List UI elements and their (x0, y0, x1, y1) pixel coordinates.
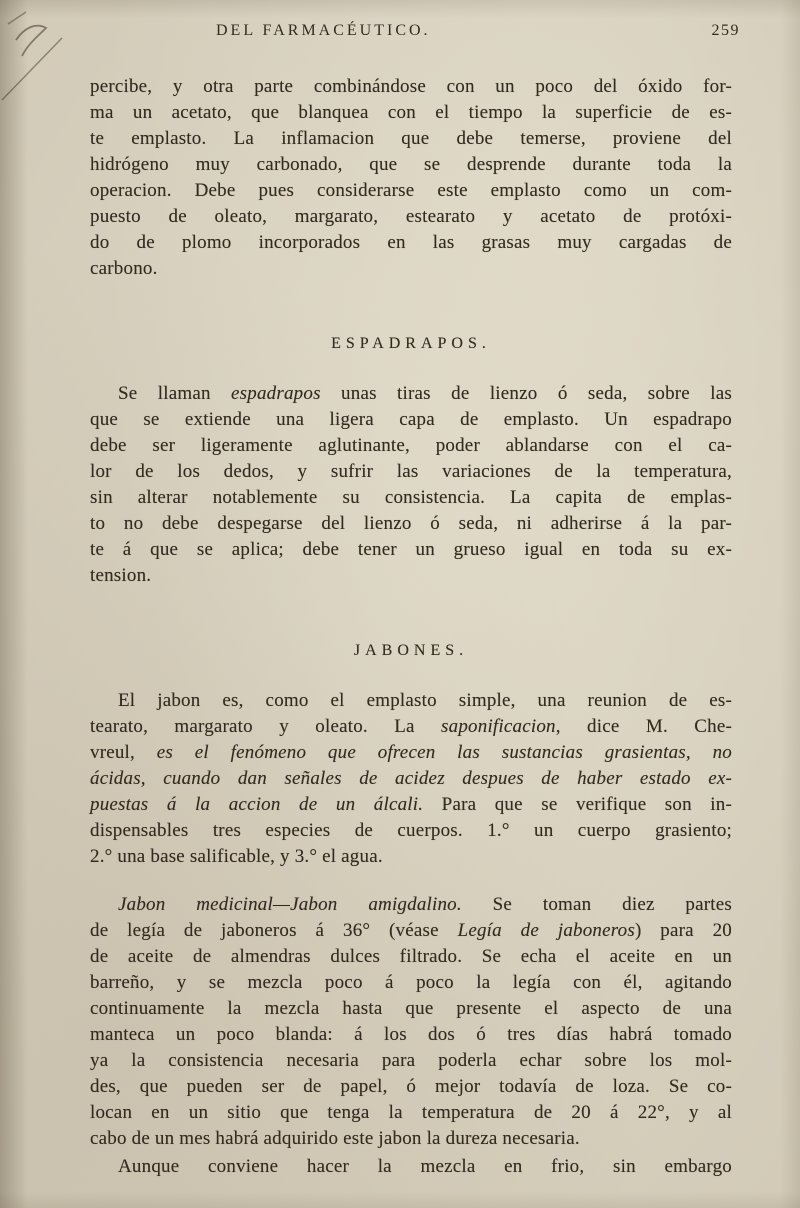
text-line (90, 792, 732, 818)
text-line (90, 688, 732, 714)
italic-text-segment: Jabon medicinal—Jabon amigdalino. (118, 894, 462, 915)
text-segment: que se extiende una ligera capa de emplasto. Un espadrapo (90, 409, 732, 430)
text-segment: percibe, y otra parte combinándose con un poco del óxido for- (90, 76, 732, 97)
text-line (90, 714, 732, 740)
text-line (90, 126, 732, 152)
text-line (90, 407, 732, 433)
text-segment: operacion. Debe pues considerarse este emplasto como un com- (90, 180, 732, 201)
text-line (90, 204, 732, 230)
text-line (90, 381, 732, 407)
text-segment: cabo de un mes habrá adquirido este jabon la dureza necesaria. (90, 1128, 580, 1149)
text-segment: tearato, margarato y oleato. La (90, 716, 442, 737)
italic-text-segment: saponificacion (441, 716, 556, 737)
text-segment: Aunque conviene hacer la mezcla en frio, sin embargo (118, 1156, 732, 1177)
italic-text-segment: es el fenómeno que ofrecen las sustancias grasientas, no (156, 742, 732, 763)
paragraph-emplasto (90, 74, 732, 282)
paragraph-aunque (90, 1154, 732, 1180)
text-line (90, 1154, 732, 1180)
text-line (90, 563, 732, 589)
text-segment: tension. (90, 565, 152, 586)
text-line (90, 511, 732, 537)
italic-text-segment: Legía de jaboneros (457, 920, 635, 941)
text-segment: puesto de oleato, margarato, estearato y acetato de protóxi- (90, 206, 732, 227)
text-line (90, 230, 732, 256)
text-line (90, 740, 732, 766)
text-line (90, 766, 732, 792)
text-segment: carbono. (90, 258, 158, 279)
text-segment: Se llaman (118, 383, 232, 404)
text-line (90, 844, 732, 870)
text-line (90, 485, 732, 511)
text-line (90, 818, 732, 844)
text-segment: Para que se verifique son in- (423, 794, 732, 815)
text-line (90, 1074, 732, 1100)
paragraph-jabon-medicinal (90, 892, 732, 1152)
heading-jabones: JABONES. (353, 642, 469, 659)
text-line (90, 892, 732, 918)
text-segment: te á que se aplica; debe tener un grueso igual en toda su ex- (90, 539, 732, 560)
text-segment: barreño, y se mezcla poco á poco la legía con él, agitando (90, 972, 732, 993)
text-line (90, 537, 732, 563)
text-segment: El jabon es, como el emplasto simple, una reunion de es- (118, 690, 732, 711)
page-header (90, 22, 740, 44)
text-segment: manteca un poco blanda: á los dos ó tres días habrá tomado (90, 1024, 732, 1045)
text-segment: de legía de jaboneros á 36° (véase (90, 920, 458, 941)
italic-text-segment: espadrapos (231, 383, 321, 404)
italic-text-segment: ácidas, cuando dan señales de acidez despues de haber estado ex- (90, 768, 732, 789)
text-segment: ma un acetato, que blanquea con el tiempo la superficie de es- (90, 102, 732, 123)
text-segment: ) para 20 (634, 920, 733, 941)
text-segment: unas tiras de lienzo ó seda, sobre las (320, 383, 733, 404)
text-segment: locan en un sitio que tenga la temperatura de 20 á 22°, y al (90, 1102, 732, 1123)
text-segment: sin alterar notablemente su consistencia. La capita de emplas- (90, 487, 732, 508)
text-line (90, 918, 732, 944)
text-line (90, 1048, 732, 1074)
text-line (90, 1022, 732, 1048)
paragraph-jabones (90, 688, 732, 870)
text-segment: hidrógeno muy carbonado, que se desprende durante toda la (90, 154, 732, 175)
text-line (90, 152, 732, 178)
text-segment: to no debe despegarse del lienzo ó seda, ni adherirse á la par- (90, 513, 732, 534)
text-line (90, 1126, 732, 1152)
text-segment: ya la consistencia necesaria para poderla echar sobre los mol- (90, 1050, 732, 1071)
text-segment: debe ser ligeramente aglutinante, poder ablandarse con el ca- (90, 435, 732, 456)
text-block (90, 74, 732, 1180)
text-segment: vreul, (90, 742, 157, 763)
text-line (90, 74, 732, 100)
page-number: 259 (711, 22, 740, 39)
text-segment: continuamente la mezcla hasta que presente el aspecto de una (90, 998, 732, 1019)
italic-text-segment: puestas á la accion de un álcali. (90, 794, 424, 815)
text-segment: des, que pueden ser de papel, ó mejor todavía de loza. Se co- (90, 1076, 732, 1097)
text-segment: te emplasto. La inflamacion que debe temerse, proviene del (90, 128, 732, 149)
text-segment: 2.° una base salificable, y 3.° el agua. (90, 846, 383, 867)
paragraph-espadrapos (90, 381, 732, 589)
text-segment: de aceite de almendras dulces filtrado. Se echa el aceite en un (90, 946, 732, 967)
text-line (90, 459, 732, 485)
text-line (90, 256, 732, 282)
text-line (90, 100, 732, 126)
text-line (90, 178, 732, 204)
text-line (90, 1100, 732, 1126)
heading-espadrapos: ESPADRAPOS. (331, 335, 491, 352)
text-line (90, 970, 732, 996)
text-segment: Se toman diez partes (461, 894, 732, 915)
text-line (90, 996, 732, 1022)
text-segment: do de plomo incorporados en las grasas muy cargadas de (90, 232, 732, 253)
text-line (90, 944, 732, 970)
text-segment: , dice M. Che- (555, 716, 732, 737)
text-segment: dispensables tres especies de cuerpos. 1.° un cuerpo grasiento; (90, 820, 732, 841)
text-segment: lor de los dedos, y sufrir las variaciones de la temperatura, (90, 461, 732, 482)
running-title: DEL FARMACÉUTICO. (216, 22, 431, 39)
text-line (90, 433, 732, 459)
